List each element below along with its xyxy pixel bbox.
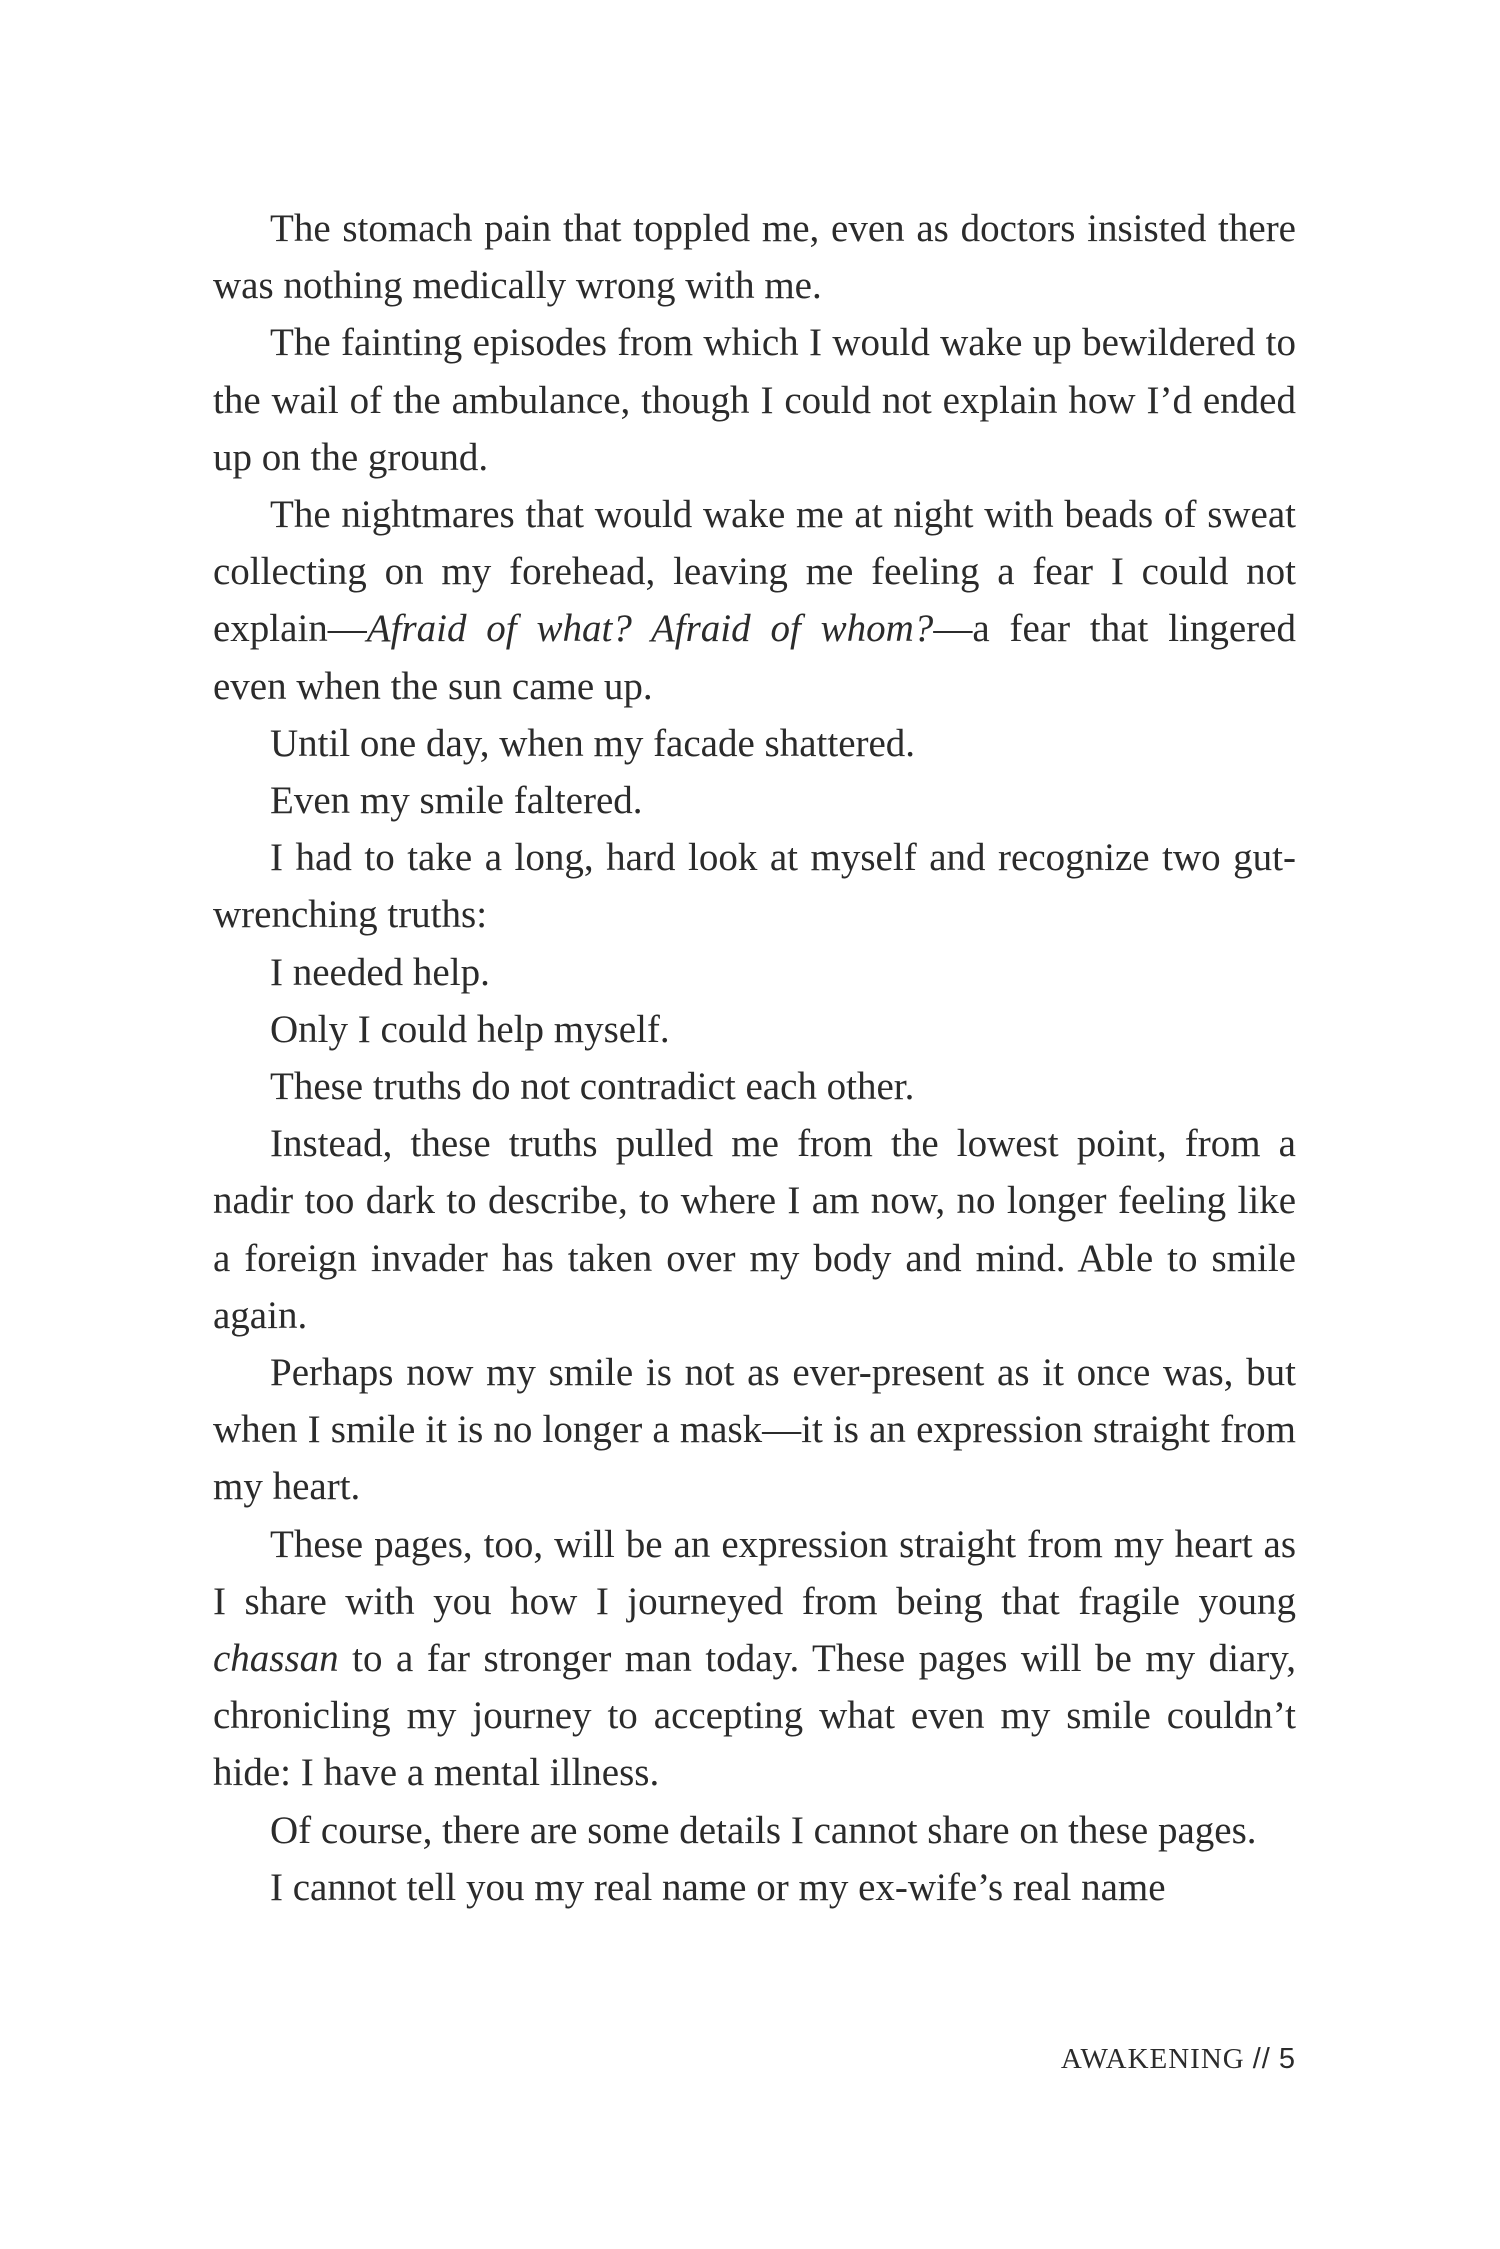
paragraph-6: I had to take a long, hard look at myself and recognize two gut-wrenching truths: bbox=[213, 836, 1296, 937]
footer-separator: // bbox=[1252, 2043, 1271, 2075]
paragraph-12-before: These pages, too, will be an expression straight from my heart as I share with you how I journeyed from being that fragile young bbox=[213, 1522, 1296, 1623]
paragraph-13: Of course, there are some details I cannot share on these pages. bbox=[270, 1808, 1257, 1852]
paragraph-2: The fainting episodes from which I would wake up bewildered to the wail of the ambulance, though I could not explain how I’d ended up on the ground. bbox=[213, 321, 1296, 479]
paragraph-3-before: The nightmares that would wake me at night with beads of sweat collecting on my forehead, leaving me feeling a fear I could not explain— bbox=[213, 493, 1296, 651]
page-body bbox=[213, 200, 1296, 1916]
paragraph-1: The stomach pain that toppled me, even as doctors insisted there was nothing medically wrong with me. bbox=[213, 207, 1296, 308]
paragraph-12-after: to a far stronger man today. These pages will be my diary, chronicling my journey to accepting what even my smile couldn’t hide: I have a mental illness. bbox=[213, 1637, 1296, 1795]
paragraph-3-after: —a fear that lingered even when the sun came up. bbox=[213, 607, 1296, 708]
paragraph-12-italic: chassan bbox=[213, 1637, 339, 1681]
paragraph-3-italic: Afraid of what? Afraid of whom? bbox=[366, 607, 934, 651]
running-head: AWAKENING bbox=[1060, 2043, 1245, 2075]
paragraph-11: Perhaps now my smile is not as ever-present as it once was, but when I smile it is no longer a mask—it is an expression straight from my heart. bbox=[213, 1351, 1296, 1509]
page-number: 5 bbox=[1278, 2043, 1296, 2075]
paragraph-5: Even my smile faltered. bbox=[270, 779, 643, 823]
paragraph-12 bbox=[213, 1516, 1296, 1802]
paragraph-3 bbox=[213, 486, 1296, 715]
paragraph-8: Only I could help myself. bbox=[270, 1007, 670, 1051]
paragraph-14: I cannot tell you my real name or my ex-wife’s real name bbox=[270, 1865, 1166, 1909]
paragraph-7: I needed help. bbox=[270, 950, 490, 994]
page-footer bbox=[1061, 2043, 1296, 2076]
paragraph-10: Instead, these truths pulled me from the lowest point, from a nadir too dark to describe, to where I am now, no longer feeling like a foreign invader has taken over my body and mind. Able to smile again. bbox=[213, 1122, 1296, 1337]
paragraph-4: Until one day, when my facade shattered. bbox=[270, 721, 916, 765]
paragraph-9: These truths do not contradict each other. bbox=[270, 1065, 915, 1109]
